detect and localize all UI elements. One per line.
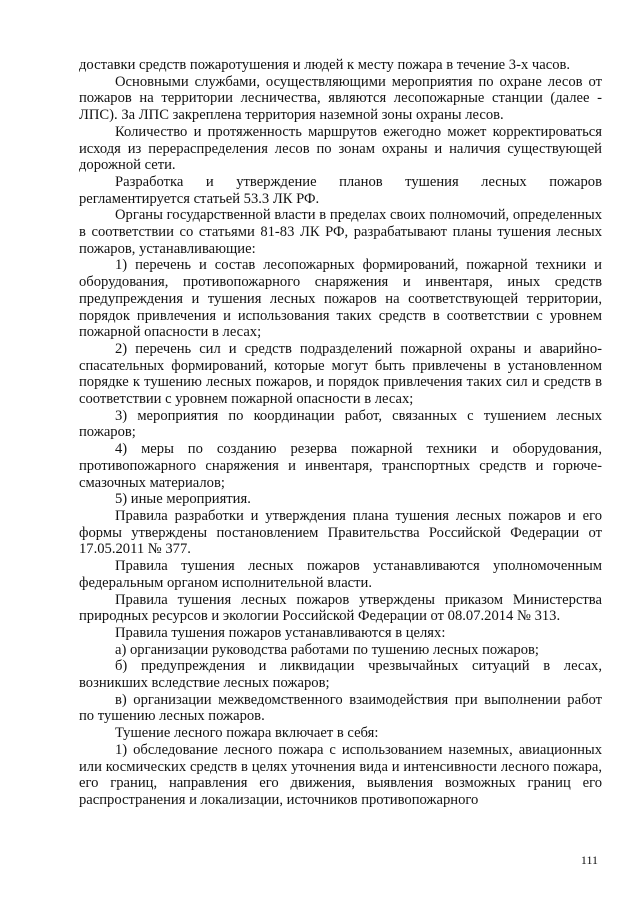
- paragraph: Правила тушения пожаров устанавливаются в целях:: [115, 624, 446, 641]
- list-item: 3) мероприятия по координации работ, связанных с тушением лесных пожаров;: [79, 407, 602, 441]
- list-item: 5) иные мероприятия.: [115, 491, 251, 508]
- paragraph: Правила разработки и утверждения плана тушения лесных пожаров и его формы утверждены постановлением Правительства Российской Федерации от 17.05.2011 № 377.: [79, 507, 602, 558]
- paragraph: Правила тушения лесных пожаров устанавливаются уполномоченным федеральным органом исполнительной власти.: [79, 558, 602, 591]
- paragraph: Количество и протяженность маршрутов ежегодно может корректироваться исходя из перераспределения лесов по зонам охраны и наличия существующей дорожной сети.: [79, 123, 602, 174]
- list-item: 1) перечень и состав лесопожарных формирований, пожарной техники и оборудования, противопожарного снаряжения и инвентаря, иных средств предупреждения и тушения лесных пожаров на соответствующей территории, порядок привлечения и использования таких средств в соответствии с уровнем пожарной опасности в лесах;: [79, 257, 602, 341]
- list-item: 1) обследование лесного пожара с использованием наземных, авиационных или космических средств в целях уточнения вида и интенсивности лесного пожара, его границ, направления его движения, выявления возможных границ его распространения и локализации, источников противопожарного: [79, 741, 602, 808]
- page-number: 111: [580, 853, 598, 867]
- body-text: [79, 57, 602, 809]
- list-item: 4) меры по созданию резерва пожарной техники и оборудования, противопожарного снаряжения и инвентаря, транспортных средств и горюче-смазочных материалов;: [79, 441, 602, 491]
- list-item: 2) перечень сил и средств подразделений пожарной охраны и аварийно-спасательных формирований, которые могут быть привлечены в установленном порядке к тушению лесных пожаров, и порядок привлечения таких сил и средств в соответствии с уровнем пожарной опасности в лесах;: [79, 340, 602, 408]
- list-item: б) предупреждения и ликвидации чрезвычайных ситуаций в лесах, возникших вследствие лесных пожаров;: [79, 658, 602, 692]
- list-item: в) организации межведомственного взаимодействия при выполнении работ по тушению лесных пожаров.: [79, 691, 602, 725]
- list-item: а) организации руководства работами по тушению лесных пожаров;: [115, 641, 539, 658]
- paragraph: Правила тушения лесных пожаров утверждены приказом Министерства природных ресурсов и экологии Российской Федерации от 08.07.2014 № 313.: [79, 591, 602, 625]
- paragraph: Тушение лесного пожара включает в себя:: [115, 725, 379, 742]
- paragraph: доставки средств пожаротушения и людей к месту пожара в течение 3-х часов.: [79, 57, 571, 73]
- paragraph: Разработка и утверждение планов тушения лесных пожаров регламентируется статьей 53.3 ЛК РФ.: [79, 173, 602, 207]
- paragraph: Органы государственной власти в пределах своих полномочий, определенных в соответствии со статьями 81-83 ЛК РФ, разрабатывают планы тушения лесных пожаров, устанавливающие:: [79, 207, 602, 257]
- paragraph: Основными службами, осуществляющими мероприятия по охране лесов от пожаров на территории лесничества, являются лесопожарные станции (далее - ЛПС). За ЛПС закреплена территория наземной зоны охраны лесов.: [79, 73, 602, 124]
